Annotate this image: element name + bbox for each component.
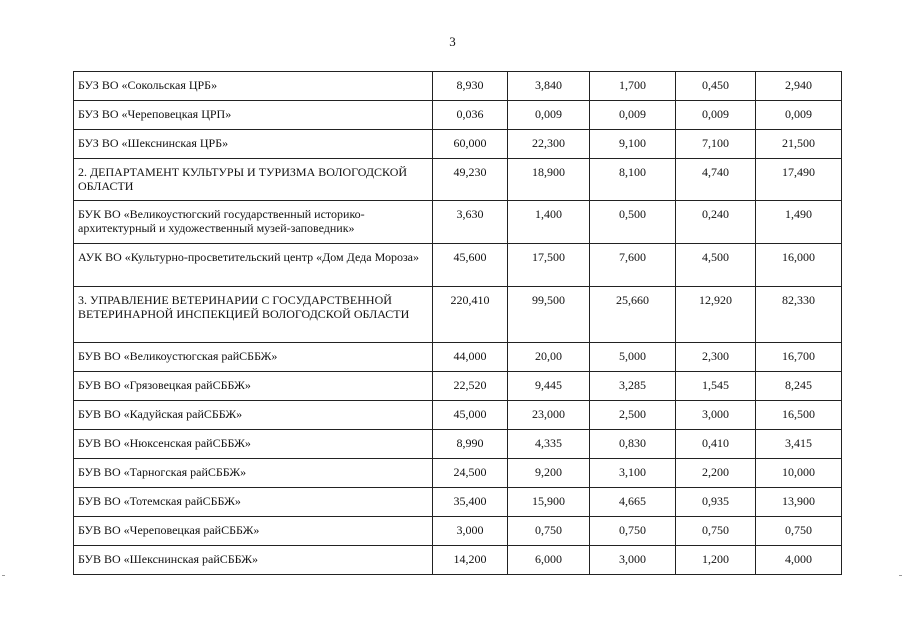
value-cell: 24,500	[433, 459, 508, 488]
row-name-cell: БУЗ ВО «Череповецкая ЦРП»	[74, 101, 433, 130]
row-name-cell: БУВ ВО «Тарногская райСББЖ»	[74, 459, 433, 488]
value-cell: 25,660	[590, 287, 676, 343]
value-cell: 16,700	[756, 343, 842, 372]
value-cell: 22,520	[433, 372, 508, 401]
value-cell: 14,200	[433, 546, 508, 575]
row-name-cell: БУЗ ВО «Шекснинская ЦРБ»	[74, 130, 433, 159]
value-cell: 0,009	[508, 101, 590, 130]
value-cell: 0,750	[676, 517, 756, 546]
budget-table	[73, 71, 842, 575]
value-cell: 1,490	[756, 201, 842, 244]
table-row	[74, 72, 842, 101]
value-cell: 1,400	[508, 201, 590, 244]
value-cell: 2,500	[590, 401, 676, 430]
value-cell: 12,920	[676, 287, 756, 343]
value-cell: 2,940	[756, 72, 842, 101]
value-cell: 6,000	[508, 546, 590, 575]
row-name-cell: 2. ДЕПАРТАМЕНТ КУЛЬТУРЫ И ТУРИЗМА ВОЛОГОДСКОЙ ОБЛАСТИ	[74, 159, 433, 201]
row-name-cell: БУВ ВО «Нюксенская райСББЖ»	[74, 430, 433, 459]
value-cell: 0,009	[756, 101, 842, 130]
value-cell: 0,500	[590, 201, 676, 244]
value-cell: 5,000	[590, 343, 676, 372]
value-cell: 0,450	[676, 72, 756, 101]
value-cell: 35,400	[433, 488, 508, 517]
value-cell: 0,036	[433, 101, 508, 130]
value-cell: 18,900	[508, 159, 590, 201]
value-cell: 20,00	[508, 343, 590, 372]
value-cell: 7,600	[590, 244, 676, 287]
value-cell: 60,000	[433, 130, 508, 159]
value-cell: 8,930	[433, 72, 508, 101]
value-cell: 0,009	[590, 101, 676, 130]
value-cell: 220,410	[433, 287, 508, 343]
value-cell: 3,000	[676, 401, 756, 430]
value-cell: 0,750	[590, 517, 676, 546]
value-cell: 3,285	[590, 372, 676, 401]
value-cell: 49,230	[433, 159, 508, 201]
value-cell: 1,700	[590, 72, 676, 101]
value-cell: 2,300	[676, 343, 756, 372]
value-cell: 17,500	[508, 244, 590, 287]
table-body	[74, 72, 842, 575]
value-cell: 4,665	[590, 488, 676, 517]
value-cell: 23,000	[508, 401, 590, 430]
table-row	[74, 372, 842, 401]
value-cell: 3,630	[433, 201, 508, 244]
value-cell: 99,500	[508, 287, 590, 343]
value-cell: 22,300	[508, 130, 590, 159]
page-number: 3	[449, 34, 456, 49]
value-cell: 45,600	[433, 244, 508, 287]
value-cell: 3,100	[590, 459, 676, 488]
value-cell: 8,990	[433, 430, 508, 459]
row-name-cell: БУВ ВО «Тотемская райСББЖ»	[74, 488, 433, 517]
table-row	[74, 159, 842, 201]
value-cell: 3,000	[433, 517, 508, 546]
row-name-cell: БУВ ВО «Великоустюгская райСББЖ»	[74, 343, 433, 372]
row-name-cell: БУВ ВО «Кадуйская райСББЖ»	[74, 401, 433, 430]
value-cell: 4,740	[676, 159, 756, 201]
table-row	[74, 101, 842, 130]
value-cell: 82,330	[756, 287, 842, 343]
value-cell: 15,900	[508, 488, 590, 517]
value-cell: 4,335	[508, 430, 590, 459]
table-row	[74, 244, 842, 287]
table-row	[74, 546, 842, 575]
value-cell: 4,500	[676, 244, 756, 287]
value-cell: 0,750	[756, 517, 842, 546]
table-row	[74, 430, 842, 459]
margin-mark-right	[899, 575, 902, 576]
value-cell: 16,500	[756, 401, 842, 430]
margin-mark-left	[2, 575, 5, 576]
value-cell: 17,490	[756, 159, 842, 201]
value-cell: 10,000	[756, 459, 842, 488]
value-cell: 0,830	[590, 430, 676, 459]
row-name-cell: БУВ ВО «Грязовецкая райСББЖ»	[74, 372, 433, 401]
row-name-cell: БУЗ ВО «Сокольская ЦРБ»	[74, 72, 433, 101]
value-cell: 0,240	[676, 201, 756, 244]
table-row	[74, 517, 842, 546]
table-row	[74, 401, 842, 430]
value-cell: 7,100	[676, 130, 756, 159]
value-cell: 9,445	[508, 372, 590, 401]
value-cell: 0,935	[676, 488, 756, 517]
value-cell: 44,000	[433, 343, 508, 372]
value-cell: 3,000	[590, 546, 676, 575]
value-cell: 13,900	[756, 488, 842, 517]
value-cell: 1,200	[676, 546, 756, 575]
table-row	[74, 201, 842, 244]
table-row	[74, 459, 842, 488]
row-name-cell: 3. УПРАВЛЕНИЕ ВЕТЕРИНАРИИ С ГОСУДАРСТВЕННОЙ ВЕТЕРИНАРНОЙ ИНСПЕКЦИЕЙ ВОЛОГОДСКОЙ ОБЛАСТИ	[74, 287, 433, 343]
table-row	[74, 343, 842, 372]
value-cell: 3,840	[508, 72, 590, 101]
table-row	[74, 130, 842, 159]
value-cell: 45,000	[433, 401, 508, 430]
value-cell: 0,410	[676, 430, 756, 459]
table-row	[74, 287, 842, 343]
row-name-cell: БУВ ВО «Шекснинская райСББЖ»	[74, 546, 433, 575]
value-cell: 9,200	[508, 459, 590, 488]
value-cell: 1,545	[676, 372, 756, 401]
value-cell: 9,100	[590, 130, 676, 159]
value-cell: 3,415	[756, 430, 842, 459]
table-row	[74, 488, 842, 517]
row-name-cell: БУК ВО «Великоустюгский государственный историко-архитектурный и художественный музей-заповедник»	[74, 201, 433, 244]
value-cell: 2,200	[676, 459, 756, 488]
value-cell: 8,245	[756, 372, 842, 401]
value-cell: 8,100	[590, 159, 676, 201]
row-name-cell: АУК ВО «Культурно-просветительский центр «Дом Деда Мороза»	[74, 244, 433, 287]
row-name-cell: БУВ ВО «Череповецкая райСББЖ»	[74, 517, 433, 546]
value-cell: 16,000	[756, 244, 842, 287]
value-cell: 0,009	[676, 101, 756, 130]
value-cell: 21,500	[756, 130, 842, 159]
value-cell: 0,750	[508, 517, 590, 546]
value-cell: 4,000	[756, 546, 842, 575]
